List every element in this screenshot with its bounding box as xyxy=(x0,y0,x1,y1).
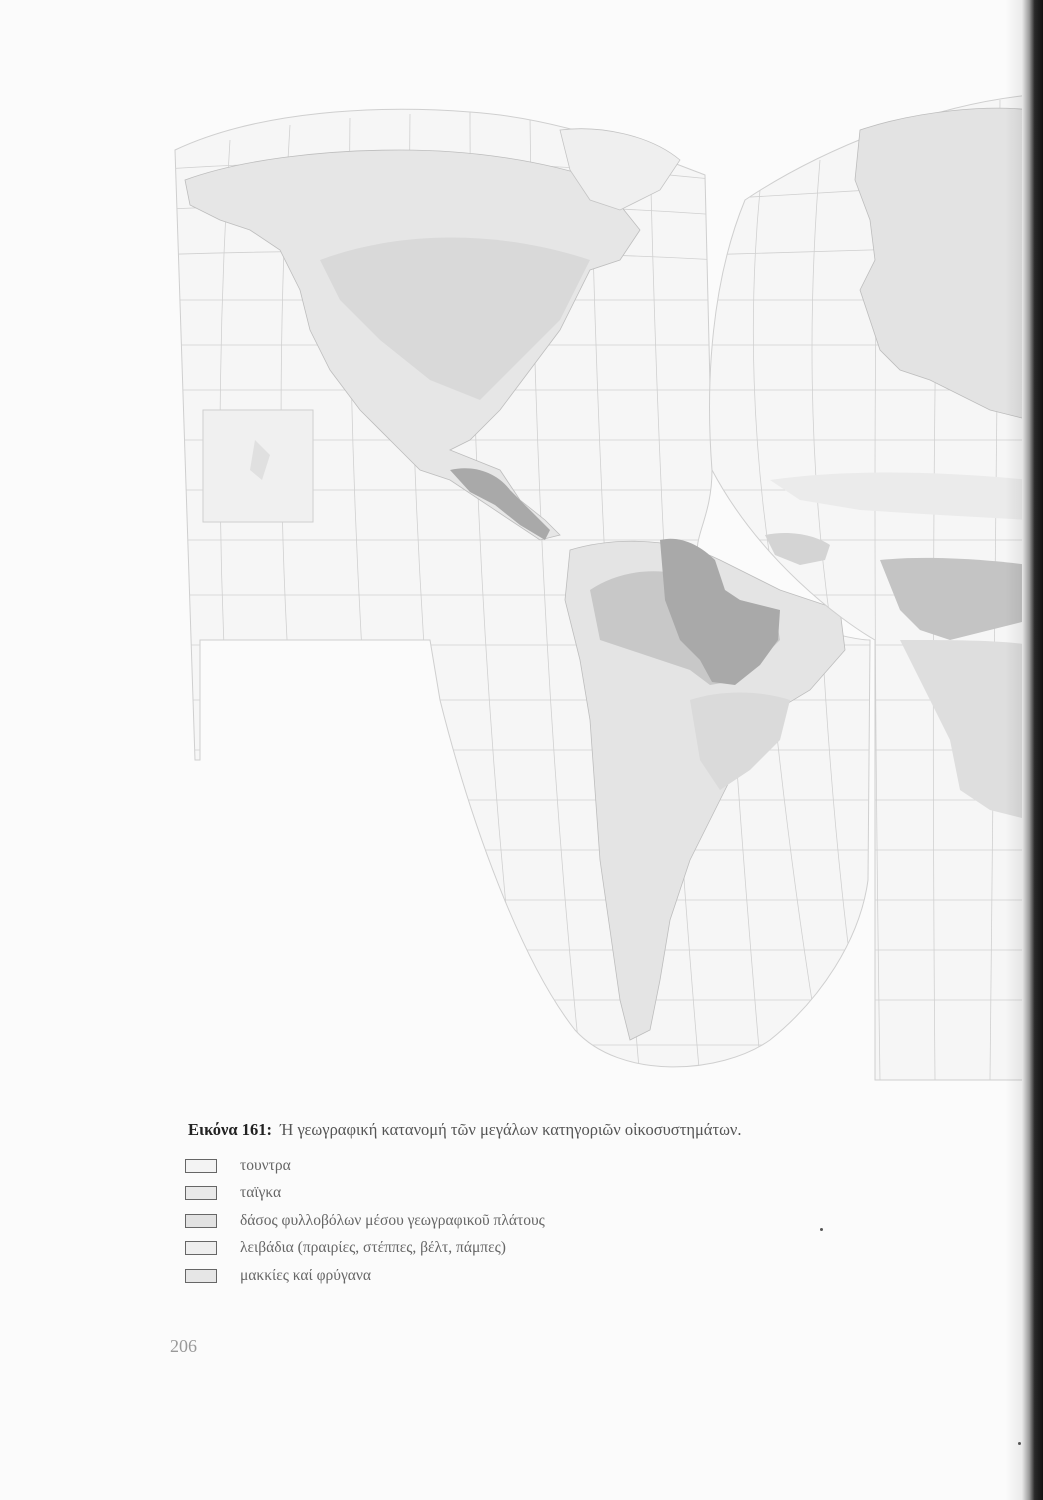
legend-item-deciduous-forest xyxy=(185,1207,825,1235)
page-edge xyxy=(1022,0,1043,1500)
legend-label: τουντρα xyxy=(240,1156,291,1174)
legend-label: λειβάδια (πραιρίες, στέππες, βέλτ, πάμπες) xyxy=(240,1239,506,1257)
legend-label: ταϊγκα xyxy=(240,1184,282,1202)
legend-swatch xyxy=(185,1269,217,1283)
legend-swatch xyxy=(185,1186,217,1200)
page-number: 206 xyxy=(170,1336,197,1356)
figure-label: Εικόνα 161: xyxy=(188,1120,273,1139)
legend-item-tundra xyxy=(185,1152,825,1180)
legend-item-taiga xyxy=(185,1180,825,1208)
legend-swatch xyxy=(185,1214,217,1228)
legend-item-grasslands xyxy=(185,1235,825,1263)
stray-dot xyxy=(1018,1442,1021,1445)
legend-label: δάσος φυλλοβόλων μέσου γεωγραφικοῦ πλάτους xyxy=(240,1211,545,1229)
stray-dot xyxy=(820,1228,823,1231)
legend-swatch xyxy=(185,1159,217,1173)
legend-swatch xyxy=(185,1241,217,1255)
legend-label: μακκίες καί φρύγανα xyxy=(240,1266,372,1284)
legend-item-maquis xyxy=(185,1262,825,1290)
figure-caption-text: Ή γεωγραφική κατανομή τῶν μεγάλων κατηγοριῶν οἰκοσυστημάτων. xyxy=(280,1120,742,1139)
map-legend xyxy=(185,1152,825,1290)
figure-caption xyxy=(188,1120,988,1140)
